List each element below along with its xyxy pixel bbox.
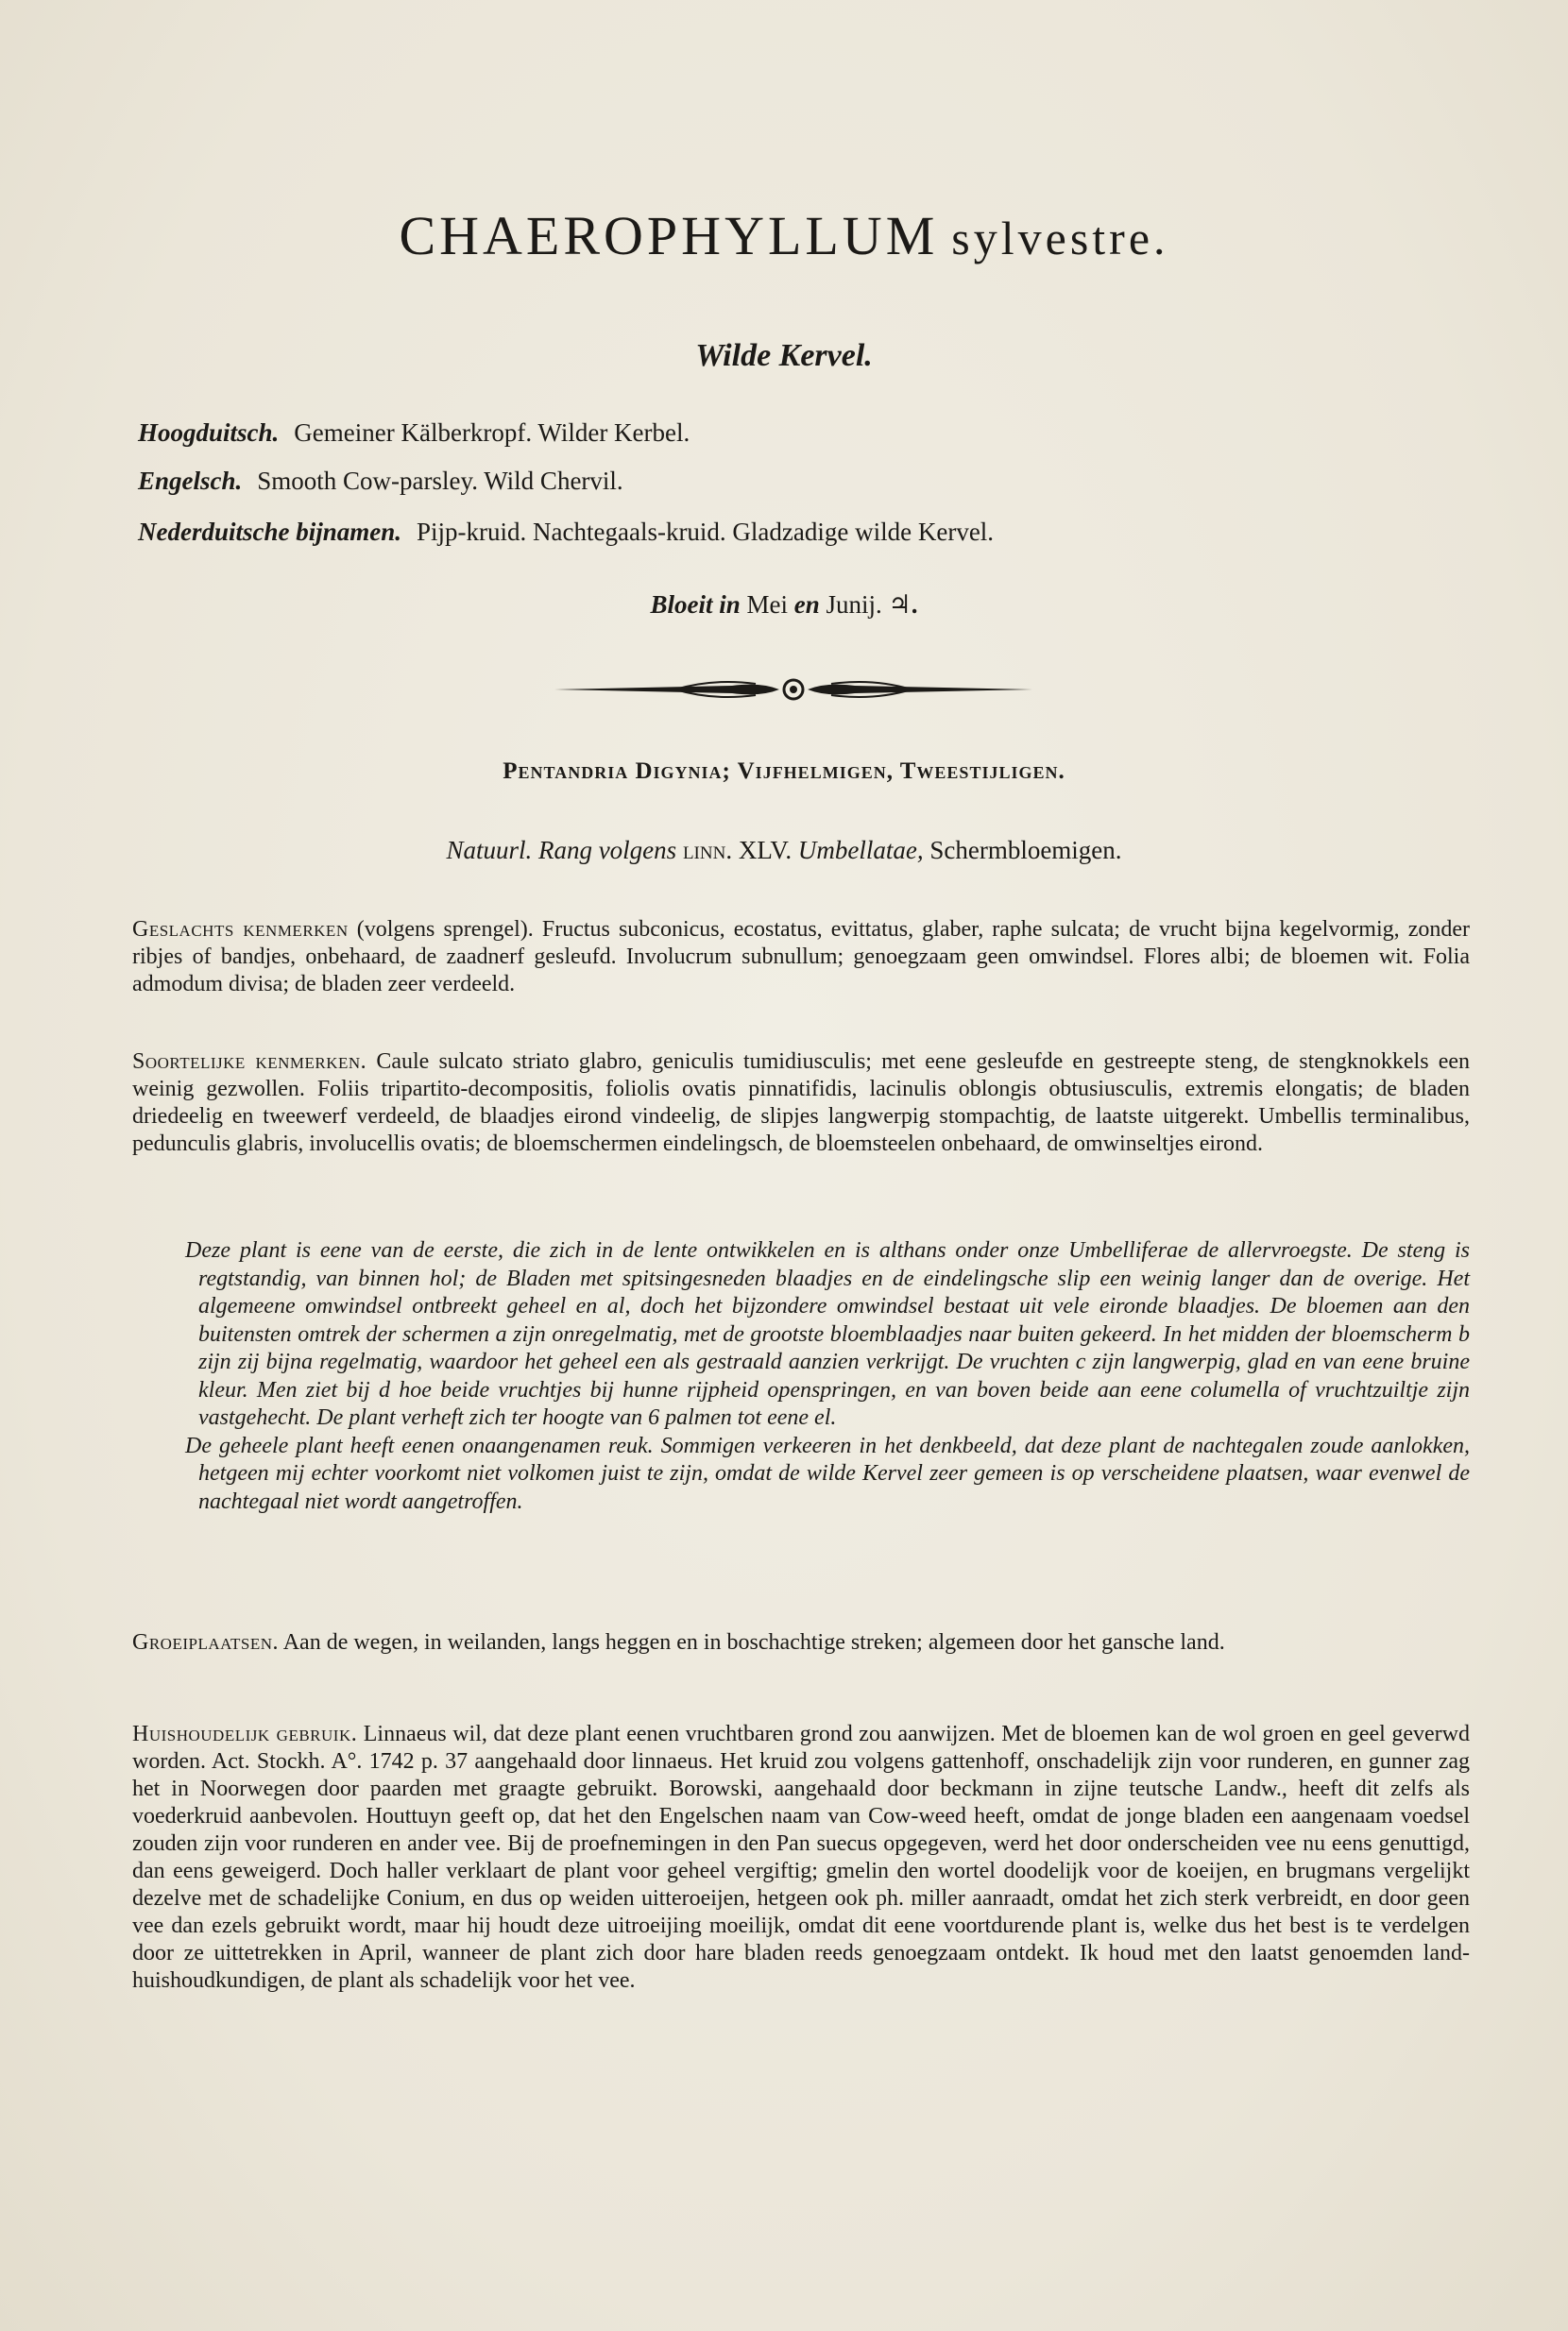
habitat-section — [132, 1629, 1470, 1657]
genus-name: CHAEROPHYLLUM — [399, 205, 939, 266]
section-heading: Soortelijke kenmerken. — [132, 1049, 367, 1074]
bloom-month-1: Mei — [746, 590, 789, 619]
section-text: Aan de wegen, in weilanden, langs heggen en in boschachtige streken; algemeen door het gansche land. — [282, 1630, 1225, 1655]
natural-rank — [0, 833, 1568, 867]
ornament-divider-icon — [553, 672, 1034, 706]
rank-number: XLV. — [738, 836, 793, 864]
vernacular-names: Pijp-kruid. Nachtegaals-kruid. Gladzadige wilde Kervel. — [417, 518, 995, 546]
section-text: Caule sulcato striato glabro, geniculis tumidiusculis; met eene gesleufde en gestreepte steng, de stengknokkels een weinig gezwollen. Foliis tripartito-decompositis, foliolis ovatis pinnatifidis, lacinulis oblongis obtusiusculis, extremis elongatis; de bladen driedeelig en tweewerf verdeeld, de blaadjes eirond vindeelig, de slipjes langwerpig stompachtig, de laatste uitgerekt. Umbellis terminalibus, pedunculis glabris, involucellis ovatis; de bloemschermen eindelingsch, de bloemsteelen onbehaard, de omwinseltjes eirond. — [132, 1049, 1471, 1156]
vernacular-lang: Hoogduitsch. — [138, 418, 280, 447]
description-paragraph: De geheele plant heeft eenen onaangenamen reuk. Sommigen verkeeren in het denkbeeld, dat deze plant de nachtegalen zoude aanlokken, hetgeen mij echter voorkomt niet volkomen juist te zijn, omdat de wilde Kervel zeer gemeen is op verscheidene plaatsen, waar evenwel de nachtegaal niet wordt aangetroffen. — [185, 1433, 1470, 1514]
perennial-symbol: ♃. — [888, 590, 918, 619]
vernacular-names: Gemeiner Kälberkropf. Wilder Kerbel. — [294, 418, 690, 447]
vernacular-dutch — [138, 515, 994, 549]
section-text: (volgens sprengel). Fructus subconicus, ecostatus, evittatus, glaber, raphe sulcata; de vrucht bijna kegelvormig, zonder ribjes of bandjes, onbehaard, de zaadnerf gesleufd. Involucrum subnullum; genoegzaam geen omwindsel. Flores albi; de bloemen wit. Folia admodum divisa; de bladen zeer verdeeld. — [132, 917, 1471, 996]
bloom-prefix: Bloeit in — [650, 590, 741, 619]
genus-characters — [132, 916, 1470, 998]
linnaean-class: Pentandria Digynia; Vijfhelmigen, Tweestijligen. — [503, 758, 1065, 784]
section-heading: Huishoudelijk gebruik. — [132, 1722, 358, 1746]
section-heading: Geslachts kenmerken — [132, 917, 349, 942]
rank-author: linn. — [682, 836, 733, 864]
description-italic — [185, 1237, 1470, 1516]
vernacular-english — [138, 464, 623, 498]
flowering-line — [0, 587, 1568, 621]
vernacular-lang: Nederduitsche bijnamen. — [138, 518, 402, 546]
page-title — [0, 203, 1568, 271]
economic-use-section — [132, 1721, 1470, 1995]
rank-family-latin: Umbellatae, — [797, 836, 924, 864]
species-name: sylvestre. — [951, 212, 1169, 264]
dutch-name: Wilde Kervel. — [695, 338, 873, 373]
bloom-month-2: Junij. — [826, 590, 882, 619]
description-paragraph: Deze plant is eene van de eerste, die zich in de lente ontwikkelen en is althans onder onze Umbelliferae de allervroegste. De steng is regtstandig, van binnen hol; de Bladen met spitsingesneden blaadjes en de eindelingsche slip een weinig langer dan de overige. Het algemeene omwindsel ontbreekt geheel en al, doch het bijzondere omwindsel bestaat uit vele eironde blaadjes. De bloemen aan den buitensten omtrek der schermen a zijn onregelmatig, met de grootste bloemblaadjes naar buiten gekeerd. In het midden der bloemscherm b zijn zij bijna regelmatig, waardoor het geheel een als gestraald aanzien verkrijgt. De vruchten c zijn langwerpig, glad en van eene bruine kleur. Men ziet bij d hoe beide vruchtjes bij hunne rijpheid openspringen, en van boven beide aan eene columella of vruchtzuiltje zijn vastgehecht. De plant verheft zich ter hoogte van 6 palmen tot eene el. — [185, 1238, 1470, 1430]
section-text: Linnaeus wil, dat deze plant eenen vruchtbaren grond zou aanwijzen. Met de bloemen kan de wol groen en geel geverwd worden. Act. Stockh. A°. 1742 p. 37 aangehaald door linnaeus. Het kruid zou volgens gattenhoff, onschadelijk zijn voor runderen, en gunner zag het in Noorwegen door paarden met graagte gebruikt. Borowski, aangehaald door beckmann in zijne teutsche Landw., heeft dit zelfs als voederkruid aanbevolen. Houttuyn geeft op, dat het den Engelschen naam van Cow-weed heeft, omdat de jonge bladen een aangenaam voedsel zouden zijn voor runderen en ander vee. Bij de proefnemingen in den Pan suecus opgegeven, werd het door onderscheiden vee nu eens genuttigd, dan eens geweigerd. Doch haller verklaart de plant voor geheel vergiftig; gmelin den wortel doodelijk voor de koeijen, en brugmans vergelijkt dezelve met de schadelijke Conium, en dus op weiden uitteroeijen, hetgeen ook ph. miller aanraadt, omdat het zich sterk verbreidt, en door geen vee dan ezels gebruikt wordt, maar hij houdt deze uitroeijing moeilijk, omdat dit eene voortdurende plant is, welke dus het best is te verdelgen door ze uittetrekken in April, wanneer de plant zich door hare bladen reeds genoegzaam ontdekt. Ik houd met den laatst genoemden land-huishoudkundigen, de plant als schadelijk voor het vee. — [132, 1722, 1470, 1993]
bloom-conj: en — [793, 590, 820, 619]
vernacular-german — [138, 416, 690, 450]
vernacular-names: Smooth Cow-parsley. Wild Chervil. — [257, 467, 623, 495]
species-characters — [132, 1048, 1470, 1158]
rank-prefix: Natuurl. Rang volgens — [446, 836, 677, 864]
vernacular-lang: Engelsch. — [138, 467, 243, 495]
rank-family-dutch: Schermbloemigen. — [929, 836, 1122, 864]
section-heading: Groeiplaatsen. — [132, 1630, 280, 1655]
